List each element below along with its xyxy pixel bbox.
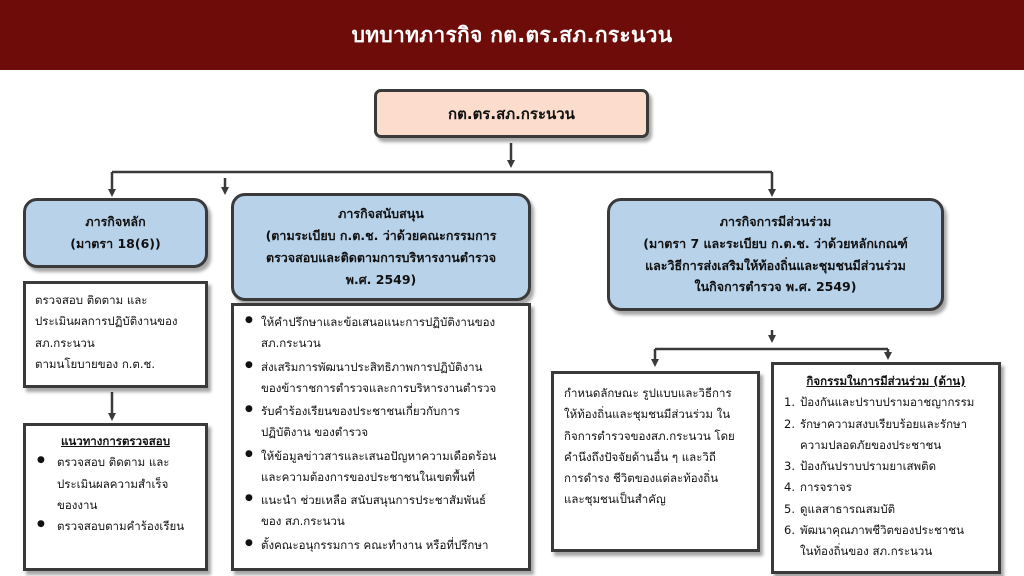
list-item bbox=[35, 516, 196, 537]
item-number: 5. bbox=[784, 501, 795, 516]
list-item-line: ป้องกันปราบปรามยาเสพติด bbox=[800, 459, 937, 474]
description-line: ให้ท้องถิ่นและชุมชนมีส่วนร่วม ใน bbox=[564, 407, 731, 422]
list-item-line: ประเมินผลความสำเร็จ bbox=[57, 476, 169, 491]
support-duties-box bbox=[231, 303, 531, 571]
participation-activities-box bbox=[771, 362, 1001, 574]
activities-heading-text: กิจกรรมในการมีส่วนร่วม bbox=[806, 374, 930, 388]
list-item bbox=[784, 499, 988, 520]
list-item bbox=[243, 535, 519, 556]
inspection-guidelines-heading: แนวทางการตรวจสอบ bbox=[60, 434, 171, 448]
page-title: บทบาทภารกิจ กต.ตร.สภ.กระนวน bbox=[351, 22, 673, 47]
list-item-line: ดูแลสาธารณสมบัติ bbox=[800, 501, 896, 516]
description-line: คำนึงถึงปัจจัยด้านอื่น ๆ และวิถี bbox=[564, 449, 716, 464]
participation-mission-line: และวิธีการส่งเสริมให้ท้องถิ่นและชุมชนมีส่วนร่วม bbox=[645, 257, 906, 273]
support-mission-box bbox=[231, 193, 531, 301]
list-item bbox=[784, 414, 988, 457]
root-box bbox=[374, 89, 649, 138]
list-item-line: ของข้าราชการตำรวจและการบริหารงานตำรวจ bbox=[261, 380, 497, 395]
header-bar bbox=[0, 0, 1024, 70]
list-item-line: สภ.กระนวน bbox=[261, 336, 321, 351]
main-mission-subtitle: (มาตรา 18(6)) bbox=[70, 236, 161, 251]
list-item-line: ของงาน bbox=[57, 497, 98, 512]
description-line: การดำรง ชีวิตของแต่ละท้องถิ่น bbox=[564, 471, 719, 486]
support-duties-list bbox=[243, 312, 519, 556]
description-line: สภ.กระนวน bbox=[35, 335, 95, 350]
description-line: ตามนโยบายของ ก.ต.ช. bbox=[35, 356, 156, 371]
list-item-line: ● รับคำร้องเรียนของประชาชนเกี่ยวกับการ bbox=[261, 404, 460, 419]
list-item bbox=[35, 452, 196, 516]
list-item-line: พัฒนาคุณภาพชีวิตของประชาชน bbox=[800, 522, 964, 537]
inspection-guidelines-box bbox=[23, 423, 208, 571]
list-item bbox=[784, 392, 988, 413]
list-item-line: ● ให้คำปรึกษาและข้อเสนอแนะการปฏิบัติงานของ bbox=[261, 315, 496, 329]
list-item-line: ในท้องถิ่นของ สภ.กระนวน bbox=[800, 544, 933, 559]
list-item bbox=[243, 312, 519, 355]
main-description-box bbox=[23, 281, 208, 388]
main-mission-title: ภารกิจหลัก bbox=[85, 214, 146, 230]
support-mission-line: (ตามระเบียบ ก.ต.ช. ว่าด้วยคณะกรรมการ bbox=[265, 228, 497, 244]
description-line: กำหนดลักษณะ รูปแบบและวิธีการ bbox=[564, 386, 732, 400]
description-line: ประเมินผลการปฏิบัติงานของ bbox=[35, 314, 178, 329]
item-number: 6. bbox=[784, 522, 795, 537]
list-item bbox=[243, 357, 519, 400]
support-mission-line: ตรวจสอบและติดตามการบริหารงานตำรวจ bbox=[265, 250, 497, 265]
list-item-line: ● ให้ข้อมูลข่าวสารและเสนอปัญหาความเดือดร้อน bbox=[261, 448, 497, 463]
participation-mission-title: ภารกิจการมีส่วนร่วม bbox=[719, 213, 832, 229]
participation-mission-box bbox=[607, 198, 944, 311]
list-item-line: รักษาความสงบเรียบร้อยและรักษา bbox=[800, 416, 968, 431]
support-mission-line: พ.ศ. 2549) bbox=[345, 271, 417, 287]
participation-mission-line: (มาตรา 7 และระเบียบ ก.ต.ช. ว่าด้วยหลักเกณฑ์ bbox=[643, 235, 908, 251]
list-item-line: การจราจร bbox=[800, 480, 852, 495]
list-item bbox=[243, 446, 519, 489]
description-line: และชุมชนเป็นสำคัญ bbox=[564, 492, 666, 507]
main-mission-box bbox=[23, 198, 208, 268]
list-item bbox=[784, 477, 988, 498]
list-item-line: ● ตั้งคณะอนุกรรมการ คณะทำงาน หรือที่ปรึกษา bbox=[261, 537, 489, 552]
list-item bbox=[784, 456, 988, 477]
list-item-line: และความต้องการของประชาชนในเขตพื้นที่ bbox=[261, 469, 476, 484]
list-item-line: ป้องกันและปราบปรามอาชญากรรม bbox=[800, 395, 975, 410]
participation-description-box bbox=[551, 371, 760, 552]
root-label: กต.ตร.สภ.กระนวน bbox=[448, 104, 575, 123]
item-number: 4. bbox=[784, 480, 795, 495]
description-line: ตรวจสอบ ติดตาม และ bbox=[35, 293, 148, 307]
list-item bbox=[243, 490, 519, 533]
item-number: 2. bbox=[784, 416, 795, 431]
description-line: กิจการตำรวจของสภ.กระนวน โดย bbox=[564, 428, 735, 443]
list-item-line: ● ส่งเสริมการพัฒนาประสิทธิภาพการปฏิบัติงาน bbox=[261, 359, 483, 374]
activities-list bbox=[784, 392, 988, 562]
list-item bbox=[784, 520, 988, 563]
support-mission-title: ภารกิจสนับสนุน bbox=[338, 206, 424, 222]
item-number: 3. bbox=[784, 459, 795, 474]
list-item-line: ของ สภ.กระนวน bbox=[261, 514, 345, 529]
list-item-line: ปฏิบัติงาน ของตำรวจ bbox=[261, 425, 369, 440]
inspection-guidelines-list bbox=[35, 452, 196, 537]
activities-heading bbox=[784, 371, 988, 392]
list-item-line: ● แนะนำ ช่วยเหลือ สนับสนุนการประชาสัมพันธ์ bbox=[261, 493, 487, 508]
activities-heading-suffix: (ด้าน) bbox=[933, 374, 966, 388]
list-item bbox=[243, 401, 519, 444]
item-number: 1. bbox=[784, 395, 795, 410]
participation-mission-line: ในกิจการตำรวจ พ.ศ. 2549) bbox=[694, 279, 857, 295]
list-item-line: ความปลอดภัยของประชาชน bbox=[800, 437, 942, 452]
list-item-line: ● ตรวจสอบ ติดตาม และ bbox=[57, 455, 170, 470]
list-item-line: ● ตรวจสอบตามคำร้องเรียน bbox=[57, 519, 185, 534]
